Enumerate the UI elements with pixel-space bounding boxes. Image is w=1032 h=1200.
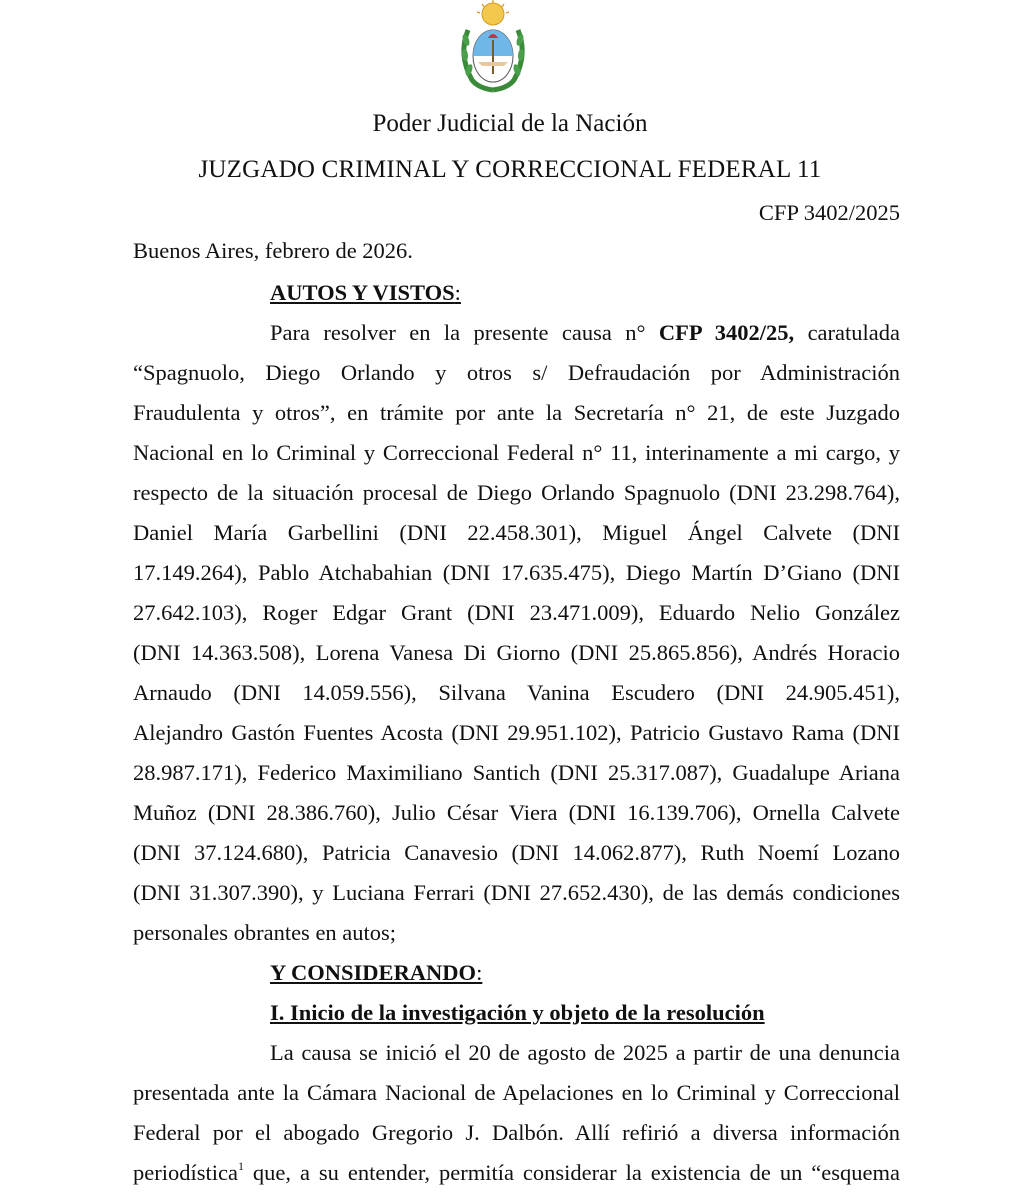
paragraph-line: Arnaudo (DNI 14.059.556), Silvana Vanina Escudero (DNI 24.905.451), <box>133 680 900 705</box>
paragraph-line: personales obrantes en autos; <box>133 920 397 945</box>
paragraph-line: (DNI 37.124.680), Patricia Canavesio (DNI 14.062.877), Ruth Noemí Lozano <box>133 840 900 865</box>
autos-heading-text: AUTOS Y VISTOS <box>270 280 455 305</box>
coat-of-arms-icon <box>448 0 538 96</box>
considerando-heading-suffix: : <box>476 960 483 985</box>
section-title: I. Inicio de la investigación y objeto de la resolución <box>270 1000 765 1025</box>
footnote-ref[interactable]: 1 <box>237 1158 244 1173</box>
autos-heading <box>270 279 461 307</box>
paragraph-line: Federal por el abogado Gregorio J. Dalbón. Allí refirió a diversa información <box>133 1120 900 1145</box>
file-reference: CFP 3402/2025 <box>758 200 900 225</box>
line-text: que, a su entender, permitía considerar la existencia de un “esquema <box>243 1160 900 1185</box>
paragraph-line: Muñoz (DNI 28.386.760), Julio César Viera (DNI 16.139.706), Ornella Calvete <box>133 800 900 825</box>
line-text: periodística <box>133 1160 238 1185</box>
paragraph-line: Daniel María Garbellini (DNI 22.458.301), Miguel Ángel Calvete (DNI <box>133 520 900 545</box>
paragraph-line: Nacional en lo Criminal y Correccional Federal n° 11, interinamente a mi cargo, y <box>133 440 900 465</box>
paragraph-line: Alejandro Gastón Fuentes Acosta (DNI 29.951.102), Patricio Gustavo Rama (DNI <box>133 720 900 745</box>
date-line: Buenos Aires, febrero de 2026. <box>133 238 413 263</box>
paragraph-line: “Spagnuolo, Diego Orlando y otros s/ Defraudación por Administración <box>133 360 900 385</box>
paragraph-line: (DNI 31.307.390), y Luciana Ferrari (DNI 27.652.430), de las demás condiciones <box>133 880 900 905</box>
paragraph-line <box>133 1159 900 1187</box>
sun-icon <box>477 0 509 25</box>
paragraph-line <box>270 319 900 347</box>
line-text: Para resolver en la presente causa n° <box>270 320 659 345</box>
case-number: CFP 3402/25, <box>658 320 795 345</box>
paragraph-line: 27.642.103), Roger Edgar Grant (DNI 23.471.009), Eduardo Nelio González <box>133 600 900 625</box>
paragraph-line: presentada ante la Cámara Nacional de Apelaciones en lo Criminal y Correccional <box>133 1080 900 1105</box>
considerando-heading-text: Y CONSIDERANDO <box>270 960 477 985</box>
considerando-heading <box>270 959 482 987</box>
paragraph-line: 17.149.264), Pablo Atchabahian (DNI 17.635.475), Diego Martín D’Giano (DNI <box>133 560 900 585</box>
paragraph-line: respecto de la situación procesal de Diego Orlando Spagnuolo (DNI 23.298.764), <box>133 480 900 505</box>
court-title: JUZGADO CRIMINAL Y CORRECCIONAL FEDERAL 11 <box>198 156 822 183</box>
paragraph-line: (DNI 14.363.508), Lorena Vanesa Di Giorno (DNI 25.865.856), Andrés Horacio <box>133 640 900 665</box>
line-text: caratulada <box>794 320 900 345</box>
paragraph-line: 28.987.171), Federico Maximiliano Santich (DNI 25.317.087), Guadalupe Ariana <box>133 760 900 785</box>
autos-heading-suffix: : <box>454 280 461 305</box>
paragraph-line: Fraudulenta y otros”, en trámite por ante la Secretaría n° 21, de este Juzgado <box>133 400 900 425</box>
institution-title: Poder Judicial de la Nación <box>372 110 648 137</box>
paragraph-line: La causa se inició el 20 de agosto de 2025 a partir de una denuncia <box>270 1040 900 1065</box>
